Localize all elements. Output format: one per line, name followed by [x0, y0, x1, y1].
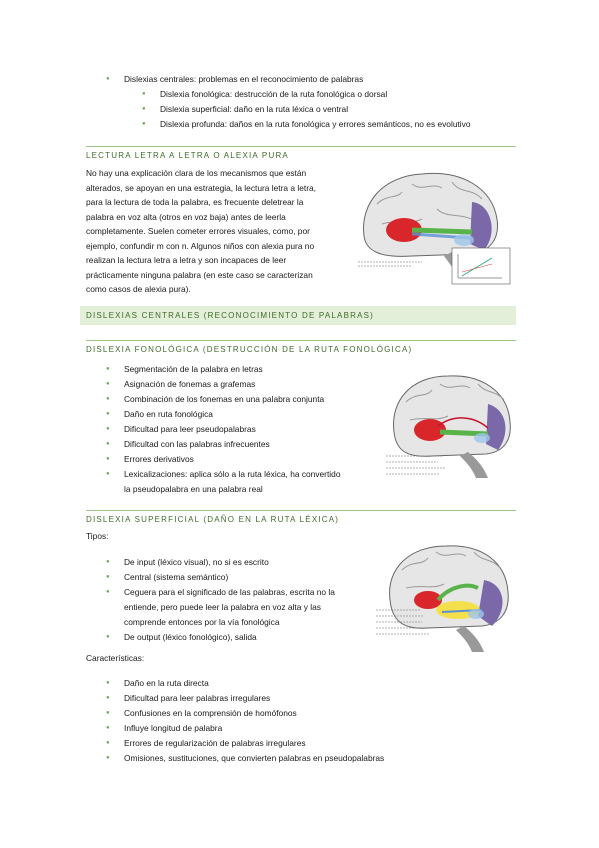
section-heading-alexia: LECTURA LETRA A LETRA O ALEXIA PURA	[86, 146, 516, 160]
section-band-central: DISLEXIAS CENTRALES (RECONOCIMIENTO DE PALABRAS)	[80, 306, 516, 325]
list-item: ● Omisiones, sustituciones, que convierten palabras en pseudopalabras	[106, 751, 384, 766]
paragraph-line: ejemplo, confundir m con n. Algunos niños con alexia pura no	[86, 240, 315, 251]
brain-figure-alexia	[352, 164, 517, 288]
paragraph-line: realizan la lectura letra a letra y son incapaces de leer	[86, 255, 287, 265]
paragraph-line: prácticamente ninguna palabra (en este caso se caracterizan	[86, 269, 313, 280]
section-heading-fonologica: DISLEXIA FONOLÓGICA (DESTRUCCIÓN DE LA RUTA FONOLÓGICA)	[86, 340, 516, 354]
top-list	[106, 72, 363, 87]
brain-figure-fonologica	[382, 370, 518, 482]
item-line: la pseudopalabra en una palabra real	[124, 484, 263, 494]
list-item: ● Dislexia profunda: daños en la ruta fonológica y errores semánticos, no es evolutivo	[142, 117, 471, 132]
item-line: ● Lexicalizaciones: aplica sólo a la ruta léxica, ha convertido	[124, 469, 341, 479]
list-item: ● Daño en la ruta directa	[106, 676, 384, 691]
list-item: ● Dislexia superficial: daño en la ruta léxica o ventral	[142, 102, 471, 117]
brain-figure-superficial	[372, 540, 518, 656]
list-item: ● De output (léxico fonológico), salida	[106, 630, 335, 645]
list-item	[106, 467, 340, 497]
section-heading-superficial: DISLEXIA SUPERFICIAL (DAÑO EN LA RUTA LÉXICA)	[86, 510, 516, 524]
list-item: ● Dislexia fonológica: destrucción de la ruta fonológica o dorsal	[142, 87, 471, 102]
paragraph-line: No hay una explicación clara de los mecanismos que están	[86, 168, 307, 178]
list-item: ● Errores de regularización de palabras irregulares	[106, 736, 384, 751]
tipos-list	[106, 555, 335, 645]
item-line: comprende entonces por la vía fonológica	[124, 617, 280, 627]
list-item: ● Confusiones en la comprensión de homófonos	[106, 706, 384, 721]
list-item	[106, 585, 335, 630]
paragraph-line: para la lectura de toda la palabra, es frecuente deletrear la	[86, 197, 304, 207]
paragraph-line: completamente. Suelen cometer errores visuales, como, por	[86, 226, 310, 236]
item-line: ● Ceguera para el significado de las palabras, escrita no la	[124, 587, 335, 597]
caracteristicas-list	[106, 676, 384, 766]
list-item: ● De input (léxico visual), no si es escrito	[106, 555, 335, 570]
list-item: ● Segmentación de la palabra en letras	[106, 362, 340, 377]
list-item: ● Asignación de fonemas a grafemas	[106, 377, 340, 392]
list-item: ● Influye longitud de palabra	[106, 721, 384, 736]
list-item: ● Errores derivativos	[106, 452, 340, 467]
paragraph-line: como casos de alexia pura).	[86, 284, 191, 294]
list-item: ● Dislexias centrales: problemas en el reconocimiento de palabras	[106, 72, 363, 87]
paragraph-line: alterados, se apoyan en una estrategia, la lectura letra a letra,	[86, 182, 316, 193]
item-line: entiende, pero puede leer la palabra en voz alta y las	[124, 602, 321, 612]
list-item: ● Daño en ruta fonológica	[106, 407, 340, 422]
list-item: ● Dificultad con las palabras infrecuentes	[106, 437, 340, 452]
tipos-label: Tipos:	[86, 531, 109, 541]
fonologica-list	[106, 362, 340, 497]
paragraph-line: palabra en voz alta (otros en voz baja) antes de leerla	[86, 211, 286, 222]
alexia-paragraph	[86, 166, 316, 297]
list-item: ● Combinación de los fonemas en una palabra conjunta	[106, 392, 340, 407]
list-item: ● Dificultad para leer palabras irregulares	[106, 691, 384, 706]
sub-list	[142, 87, 471, 132]
list-item: ● Dificultad para leer pseudopalabras	[106, 422, 340, 437]
list-item: ● Central (sistema semántico)	[106, 570, 335, 585]
caracteristicas-label: Características:	[86, 653, 145, 663]
